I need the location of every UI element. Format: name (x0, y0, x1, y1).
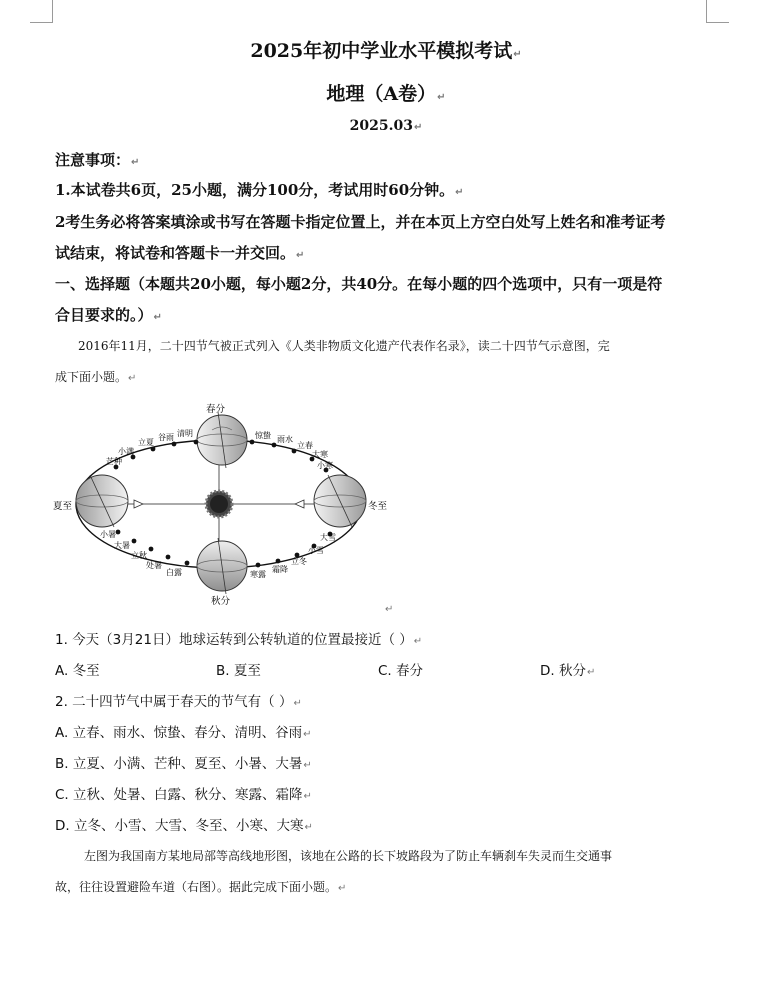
notice-item-1: 1.本试卷共6页，25小题，满分100分，考试用时60分钟。↵ (55, 181, 464, 199)
intro-paragraph-line1: 2016年11月，二十四节气被正式列入《人类非物质文化遗产代表作名录》，读二十四节气示意图，完 (78, 339, 610, 353)
label-chushu: 处暑 (146, 561, 162, 570)
label-spring-equinox: 春分 (206, 404, 226, 415)
label-dashu: 大暑 (114, 541, 130, 550)
label-lixia: 立夏 (138, 438, 154, 447)
exam-date: 2025.03↵ (349, 118, 423, 134)
label-lichun: 立春 (297, 441, 313, 450)
question-1-option-d: D. 秋分↵ (540, 663, 596, 679)
notice-item-2-line2: 试结束，将试卷和答题卡一并交回。↵ (55, 244, 305, 262)
label-mangzhong: 芒种 (106, 457, 122, 466)
question-1-option-a: A. 冬至 (55, 663, 100, 679)
solar-terms-diagram (50, 398, 400, 613)
label-autumn-equinox: 秋分 (211, 596, 231, 607)
label-summer-solstice: 夏至 (53, 501, 73, 512)
earth-autumn-equinox (197, 538, 247, 594)
exam-title: 2025年初中学业水平模拟考试↵ (250, 40, 522, 62)
question-1-option-b: B. 夏至 (216, 663, 261, 679)
label-xiaoxue: 小雪 (308, 546, 324, 555)
question-2-option-a: A. 立春、雨水、惊蛰、春分、清明、谷雨↵ (55, 725, 312, 741)
section-heading-line2: 合目要求的。）↵ (55, 306, 162, 324)
label-jingzhe: 惊蛰 (255, 431, 271, 440)
earth-summer-solstice (76, 475, 128, 527)
page-corner-mark-right (706, 0, 729, 23)
label-shuangjiang: 霜降 (272, 565, 288, 574)
label-hanlu: 寒露 (250, 570, 266, 579)
question-1-option-c: C. 春分 (378, 663, 424, 679)
label-winter-solstice: 冬至 (368, 501, 388, 512)
sun-icon (206, 491, 232, 517)
label-dahan: 大寒 (312, 450, 328, 459)
label-xiaoshu: 小暑 (100, 530, 116, 539)
notice-item-2-line1: 2考生务必将答案填涂或书写在答题卡指定位置上，并在本页上方空白处写上姓名和准考证考 (55, 213, 666, 231)
arrow-right-icon (295, 500, 304, 508)
label-daxue: 大雪 (320, 533, 336, 542)
label-xiaoman: 小满 (118, 447, 134, 456)
intro-2-paragraph-line2: 故，往往设置避险车道（右图）。据此完成下面小题。↵ (55, 880, 347, 894)
notice-heading: 注意事项：↵ (55, 151, 140, 169)
earth-winter-solstice (314, 475, 366, 527)
paragraph-mark: ↵ (385, 604, 394, 615)
label-qingming: 清明 (177, 429, 193, 438)
label-lidong: 立冬 (291, 557, 307, 566)
question-2-option-d: D. 立冬、小雪、大雪、冬至、小寒、大寒↵ (55, 818, 313, 834)
page-corner-mark-left (30, 0, 53, 23)
intro-2-paragraph-line1: 左图为我国南方某地局部等高线地形图，该地在公路的长下坡路段为了防止车辆刹车失灵而生交通事 (84, 849, 613, 863)
question-2-stem: 2. 二十四节气中属于春天的节气有（ ）↵ (55, 694, 302, 710)
question-1-stem: 1. 今天（3月21日）地球运转到公转轨道的位置最接近（ ）↵ (55, 632, 423, 648)
label-guyu: 谷雨 (158, 433, 174, 442)
intro-paragraph-line2: 成下面小题。↵ (55, 370, 137, 384)
label-bailu: 白露 (166, 568, 182, 577)
question-2-option-c: C. 立秋、处暑、白露、秋分、寒露、霜降↵ (55, 787, 312, 803)
label-liqiu: 立秋 (131, 551, 147, 560)
arrow-left-icon (134, 500, 143, 508)
section-heading-line1: 一、选择题（本题共20小题，每小题2分，共40分。在每小题的四个选项中，只有一项是符 (55, 275, 663, 293)
question-2-option-b: B. 立夏、小满、芒种、夏至、小暑、大暑↵ (55, 756, 312, 772)
earth-spring-equinox (197, 412, 247, 468)
label-yushui: 雨水 (277, 435, 293, 444)
exam-subtitle: 地理（A卷）↵ (326, 83, 446, 105)
label-xiaohan: 小寒 (317, 461, 333, 470)
